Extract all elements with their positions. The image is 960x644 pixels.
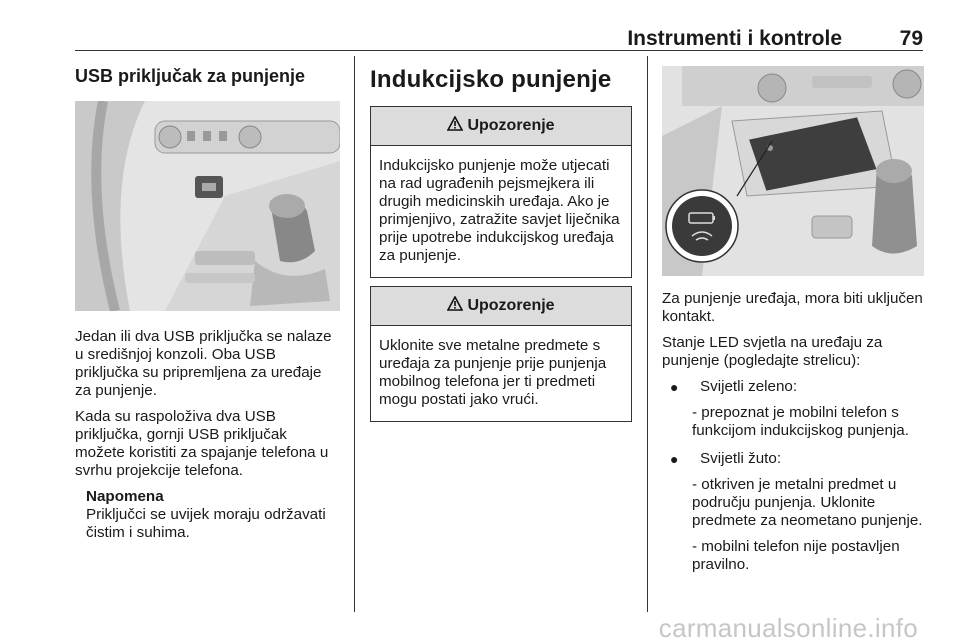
bullet-label: Svijetli žuto: xyxy=(700,450,782,467)
warning-header xyxy=(371,107,631,146)
note-text: Priključci se uvijek moraju održavati čistim i suhima. xyxy=(86,506,326,541)
warning-text: Uklonite sve metalne predmete s uređaja za punjenje prije punjenja mobilnog telefona jer ti predmeti mogu postati jako vrući. xyxy=(379,337,607,408)
warning-triangle-icon xyxy=(447,296,463,316)
bullet-label: Svijetli zeleno: xyxy=(700,378,798,395)
list-item xyxy=(662,450,924,468)
header-divider xyxy=(75,50,923,51)
warning-text: Indukcijsko punjenje može utjecati na rad ugrađenih pejsmejkera ili drugih medicinskih uređaja. Ako je primjenjivo, zatražite savjet liječnika prije upotrebe indukcijskog uređaja za punjenje. xyxy=(379,157,620,264)
note-title: Napomena xyxy=(86,488,164,505)
inductive-charger-illustration xyxy=(662,66,924,276)
list-item xyxy=(662,378,924,396)
page-header-title: Instrumenti i kontrole xyxy=(627,27,842,50)
section-title: USB priključak za punjenje xyxy=(75,66,306,86)
bullet-icon: ● xyxy=(670,451,679,467)
sub-item-text: - prepoznat je mobilni telefon s funkcijom indukcijskog punjenja. xyxy=(692,404,909,439)
sub-item-text: - otkriven je metalni predmet u području punjenja. Uklonite predmete za neometano punjenje. xyxy=(692,476,923,529)
paragraph: Za punjenje uređaja, mora biti uključen kontakt. xyxy=(662,290,923,325)
paragraph: Jedan ili dva USB priključka se nalaze u središnjoj konzoli. Oba USB priključka su pripremljena za uređaje za punjenje. xyxy=(75,328,332,399)
warning-header xyxy=(371,287,631,326)
page-number: 79 xyxy=(899,27,923,50)
warning-triangle-icon xyxy=(447,116,463,136)
note xyxy=(75,488,340,542)
watermark: carmanualsonline.info xyxy=(658,613,918,643)
column-divider xyxy=(647,56,648,612)
sub-item-text: - mobilni telefon nije postavljen pravilno. xyxy=(692,538,900,573)
warning-box xyxy=(370,106,632,278)
bullet-icon: ● xyxy=(670,379,679,395)
warning-title: Upozorenje xyxy=(467,297,555,314)
paragraph: Kada su raspoloživa dva USB priključka, gornji USB priključak možete koristiti za spajanje telefona u svrhu projekcije telefona. xyxy=(75,408,329,479)
inductive-charging-section xyxy=(370,66,632,422)
usb-console-illustration xyxy=(75,101,340,311)
paragraph: Stanje LED svjetla na uređaju za punjenje (pogledajte strelicu): xyxy=(662,334,883,369)
usb-section xyxy=(75,66,340,542)
warning-box xyxy=(370,286,632,422)
column-divider xyxy=(354,56,355,612)
charging-status-section xyxy=(662,66,924,574)
section-title: Indukcijsko punjenje xyxy=(370,66,612,93)
warning-title: Upozorenje xyxy=(467,117,555,134)
